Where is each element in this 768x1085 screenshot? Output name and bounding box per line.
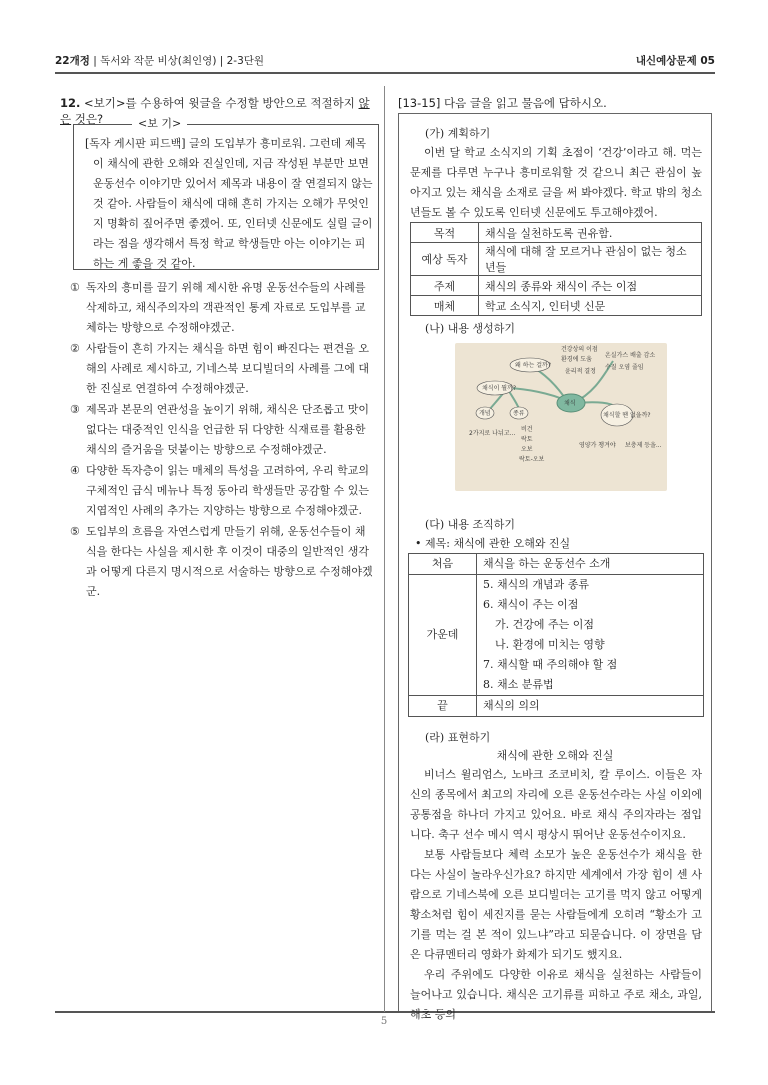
mindmap-node-ethics: 윤리적 결정 xyxy=(565,368,596,375)
mindmap-node-greenhouse: 온실가스 배출 감소 xyxy=(605,352,656,359)
option-number: ⑤ xyxy=(70,525,80,538)
section-ga-text: 이번 달 학교 소식지의 기획 초점이 ‘건강’이라고 해. 먹는 문제를 다루면 누구나 흥미로워할 것 같으니 최근 관심이 높아지고 있는 채식을 소재로 글을 써 봐야겠다. 학교 밖의 청소년들도 볼 수 있도록 인터넷 신문에도 투고해야겠어. xyxy=(410,146,702,219)
organize-end-key: 끝 xyxy=(409,696,477,717)
answer-option-3[interactable] xyxy=(70,400,376,460)
mindmap-node-what: 채식이 뭘까? xyxy=(482,385,517,392)
organize-intro-key: 처음 xyxy=(409,554,477,575)
mindmap-node-types: 종류 xyxy=(513,410,525,417)
page-header xyxy=(55,53,715,71)
answer-option-4[interactable] xyxy=(70,461,376,521)
plan-value: 학교 소식지, 인터넷 신문 xyxy=(479,296,702,316)
passage-instructions: [13-15] 다음 글을 읽고 물음에 답하시오. xyxy=(398,96,607,110)
question-number: 12. xyxy=(60,96,81,110)
organize-middle-key: 가운데 xyxy=(409,575,477,696)
answer-option-5[interactable] xyxy=(70,522,376,602)
essay-paragraph-3: 우리 주위에도 다양한 이유로 채식을 실천하는 사람들이 늘어나고 있습니다. 채식은 고기류를 피하고 주로 채소, 과일, 해초 등의 xyxy=(410,968,702,1021)
plan-row xyxy=(411,243,702,276)
header-exam-title: 내신예상문제 05 xyxy=(635,55,715,67)
mindmap-drawing xyxy=(455,343,667,491)
organize-subitem: 가. 건강에 주는 이점 xyxy=(495,618,594,631)
option-text: 사람들이 흔히 가지는 채식을 하면 힘이 빠진다는 편견을 오해의 사례로 제시하고, 기네스북 보디빌더의 사례를 그에 대한 진실로 연결하여 수정해야겠군. xyxy=(86,342,369,395)
column-divider xyxy=(384,86,385,1012)
mindmap-node-nutrition: 영양가 챙겨야 xyxy=(579,442,616,449)
organize-row-middle xyxy=(409,575,704,696)
option-number: ④ xyxy=(70,464,80,477)
mindmap-node-caution: 채식할 땐 없을까? xyxy=(603,412,651,419)
bogi-label: <보 기> xyxy=(132,115,187,131)
essay-paragraph-2: 보통 사람들보다 체력 소모가 높은 운동선수가 채식을 한다는 사실이 놀라우신가요? 하지만 세계에서 가장 힘이 센 사람으로 기네스북에 오른 보디빌더는 고기를 먹지 않고 어떻게 황소처럼 힘이 세진지를 묻는 사람들에게 오히려 “황소가 고기를 먹는 걸 본 적이 있느냐”라고 되묻습니다. 이 장면을 담은 다큐멘터리 영화가 화제가 되기도 했지요. xyxy=(410,848,702,961)
organize-middle-items xyxy=(477,575,704,696)
plan-value: 채식의 종류와 채식이 주는 이점 xyxy=(479,276,702,296)
organize-item: 8. 채소 분류법 xyxy=(483,678,554,691)
mindmap-node-water: 수질 오염 줄임 xyxy=(605,364,644,371)
plan-row xyxy=(411,276,702,296)
plan-row xyxy=(411,296,702,316)
plan-key: 목적 xyxy=(411,223,479,243)
section-na-label: (나) 내용 생성하기 xyxy=(425,322,515,335)
section-da-label: (다) 내용 조직하기 xyxy=(425,518,515,531)
mindmap-image xyxy=(455,343,667,491)
mindmap-node-lacto-ovo: 락토-오보 xyxy=(519,456,545,463)
option-text: 다양한 독자층이 읽는 매체의 특성을 고려하여, 우리 학교의 구체적인 급식 메뉴나 특정 동아리 학생들만 공감할 수 있는 지엽적인 사례의 추가는 지양하는 방향으로 수정해야겠군. xyxy=(86,464,369,517)
mindmap-node-two-types: 2가지로 나뉘고... xyxy=(469,430,516,437)
option-number: ② xyxy=(70,342,80,355)
mindmap-node-lacto: 락토 xyxy=(521,436,533,443)
plan-row xyxy=(411,223,702,243)
organize-item: 6. 채식이 주는 이점 xyxy=(483,598,579,611)
essay-paragraph-1: 비너스 윌리엄스, 노바크 조코비치, 칼 루이스. 이들은 자신의 종목에서 최고의 자리에 오른 운동선수라는 사실 이외에 공통점을 하나더 가지고 있어요. 바로 채식 주의자라는 점입니다. 축구 선수 메시 역시 평상시 뛰어난 운동선수이지요. xyxy=(410,768,702,841)
section-ra-label: (라) 표현하기 xyxy=(425,731,491,744)
organize-row-end xyxy=(409,696,704,717)
plan-key: 주제 xyxy=(411,276,479,296)
answer-option-2[interactable] xyxy=(70,339,376,399)
plan-value: 채식에 대해 잘 모르거나 관심이 없는 청소년들 xyxy=(479,243,702,276)
organize-row-intro xyxy=(409,554,704,575)
option-number: ③ xyxy=(70,403,80,416)
answer-options xyxy=(70,278,376,603)
mindmap-node-health: 건강상의 이점 xyxy=(561,346,598,353)
option-text: 독자의 흥미를 끌기 위해 제시한 유명 운동선수들의 사례를 삭제하고, 채식주의자의 객관적인 통계 자료로 도입부를 교체하는 방향으로 수정해야겠군. xyxy=(86,281,366,334)
organize-intro-value: 채식을 하는 운동선수 소개 xyxy=(477,554,704,575)
mindmap-node-concept: 개념 xyxy=(479,410,491,417)
header-textbook: | 독서와 작문 비상(최인영) | 2-3단원 xyxy=(89,55,265,67)
mindmap-node-why: 왜 하는 걸까? xyxy=(515,362,551,369)
header-rule xyxy=(55,72,715,74)
question-text-end: 것은? xyxy=(71,112,104,126)
organize-item: 7. 채식할 때 주의해야 할 점 xyxy=(483,658,618,671)
plan-table xyxy=(410,222,702,316)
option-text: 제목과 본문의 연관성을 높이기 위해, 채식은 단조롭고 맛이 없다는 대중적인 인식을 언급한 뒤 다양한 식재료를 활용한 채식의 즐거움을 덧붙이는 방향으로 수정해야겠군. xyxy=(86,403,369,456)
mindmap-node-ovo: 오보 xyxy=(521,446,533,453)
organize-subitem: 나. 환경에 미치는 영향 xyxy=(495,638,605,651)
organize-title: • 제목: 채식에 관한 오해와 진실 xyxy=(415,537,571,550)
header-grade: 22개정 xyxy=(55,55,90,67)
section-ga-label: (가) 계획하기 xyxy=(425,127,491,140)
plan-value: 채식을 실천하도록 권유함. xyxy=(479,223,702,243)
plan-key: 예상 독자 xyxy=(411,243,479,276)
question-underline: 않은 xyxy=(60,96,370,126)
page-number: 5 xyxy=(380,1016,388,1027)
option-text: 도입부의 흐름을 자연스럽게 만들기 위해, 운동선수들이 채식을 한다는 사실을 제시한 후 이것이 대중의 일반적인 생각과 어떻게 다른지 명시적으로 서술하는 방향으로 수정해야겠군. xyxy=(86,525,373,598)
answer-option-1[interactable] xyxy=(70,278,376,338)
question-text: <보기>를 수용하여 윗글을 수정할 방안으로 적절하지 xyxy=(80,96,359,110)
mindmap-node-environment: 환경에 도움 xyxy=(561,356,592,363)
essay-title: 채식에 관한 오해와 진실 xyxy=(496,749,614,762)
bogi-text: [독자 게시판 피드백] 글의 도입부가 흥미로워. 그런데 제목이 채식에 관한 오해와 진실인데, 지금 작성된 부분만 보면 운동선수 이야기만 있어서 제목과 내용이 잘 연결되지 않는 것 같아. 사람들이 채식에 대해 흔히 가지는 오해가 무엇인지 명확히 짚어주면 좋겠어. 또, 인터넷 신문에도 실릴 글이라는 점을 생각해서 특정 학교 학생들만 아는 이야기는 피하는 게 좋을 것 같아. xyxy=(85,137,373,270)
header-course xyxy=(55,53,264,68)
mindmap-node-vegan: 비건 xyxy=(521,426,533,433)
organize-end-value: 채식의 의의 xyxy=(477,696,704,717)
mindmap-center: 채식 xyxy=(564,400,576,407)
mindmap-node-supplement: 보충제 등을... xyxy=(625,442,662,449)
plan-key: 매체 xyxy=(411,296,479,316)
option-number: ① xyxy=(70,281,80,294)
organize-item: 5. 채식의 개념과 종류 xyxy=(483,578,589,591)
question-12-stem xyxy=(60,95,380,127)
organize-table xyxy=(408,553,704,717)
